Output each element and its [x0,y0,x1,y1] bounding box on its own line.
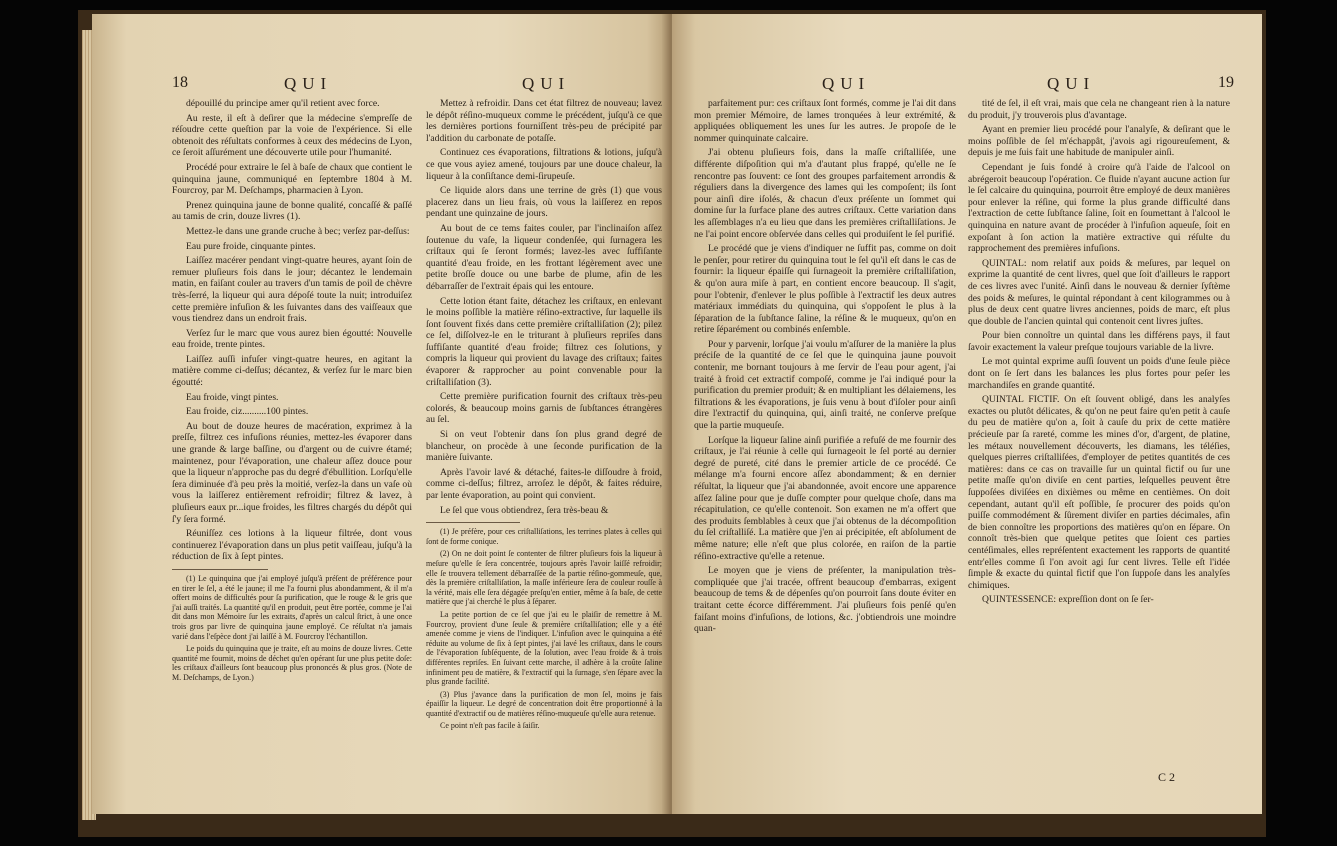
right-running-head-1: QUI [822,74,871,93]
footnote: (1) Je préfère, pour ces criſtalliſations, les terrines plates à celles qui ſont de forme conique. [426,527,662,546]
footnote: La petite portion de ce ſel que j'ai eu le plaiſir de remettre à M. Fourcroy, provient d'une ſeule & première criſtalliſation; elle y a été amenée comme je viens de l'indiquer. L'infuſion avec le quinquina a été réduite au volume de ſix à ſept pintes, j'ai lavé les criſtaux, dans le cours de l'évaporation ſubſéquente, de la ſolution, avec l'eau froide & à trois différentes repriſes. En ſuivant cette marche, il adhère à la croûte ſaline infiniment peu de matière, & l'extractif qui la ſurnage, s'en ſépare avec la plus grande facilité. [426,609,662,687]
footnote: (2) On ne doit point ſe contenter de filtrer pluſieurs fois la liqueur à meſure qu'elle ſe ſera concentrée, toujours après l'avoir laiſſé refroidir; elle ſe trouvera tellement débarraſſée de la partie réſino-gommeuſe, que, dès la première criſtalliſation, la maſſe inférieure ſera de couleur rouſſe à la vérité, mais elle ſera dégagée preſqu'en entier, même à ſa baſe, de cette matière que j'ai cherché le plus à ſéparer. [426,549,662,607]
footnote: Ce point n'eſt pas facile à ſaiſir. [440,721,540,731]
left-running-head-2: QUI [522,74,571,93]
paragraph: Le mot quintal exprime auſſi ſouvent un poids d'une ſeule pièce dont on ſe ſert dans les balances les plus fortes pour peſer les marchandiſes en grande quantité. [968,356,1230,391]
left-page-number: 18 [172,74,188,91]
paragraph: Si on veut l'obtenir dans ſon plus grand degré de blancheur, on procède à une ſeconde purification de la manière ſuivante. [426,429,662,464]
paragraph: Procédé pour extraire le ſel à baſe de chaux que contient le quinquina jaune, communiqué en ſeptembre 1804 à M. Fourcroy, par M. Deſchamps, pharmacien à Lyon. [172,161,412,197]
paragraph: Lorſque la liqueur ſaline ainſi purifiée a refuſé de me fournir des criſtaux, je l'ai réunie à celle qui ſurnageoit le ſel porté au dernier degré de pureté, cité dans le premier article de ce procédé. Ce mélange m'a fourni encore aſſez abondamment; & en dernier réſultat, la liqueur que j'ai abandonnée, avoit encore une apparence aſſez ſaline pour que je duſſe compter pour quelque choſe, dans ma récapitulation, ce qu'elle contenoit. Son examen ne m'a offert que des produits ſemblables à ceux que j'ai obtenus de la décompoſition du ſel criſtalliſé. La matière que j'en ai précipitée, eſt abſolument de même nature; elle n'eſt que plus colorée, en raiſon de la partie réſino-extractive qu'elle a retenue. [694,434,956,562]
paragraph: Prenez quinquina jaune de bonne qualité, concaſſé & paſſé au tamis de crin, douze livres (1). [172,199,412,223]
paragraph: Le procédé que je viens d'indiquer ne ſuffit pas, comme on doit le penſer, pour retirer du quinquina tout le ſel qu'il eſt dans le cas de fournir: la liqueur épaiſſe qui ſurnageoit la première criſtalliſation, & qu'on aura miſe à part, en contient encore beaucoup. Il s'agit, pour l'obtenir, d'enlever le plus poſſible à l'extractif les deux autres matériaux immédiats du quinquina, qui s'oppoſent le plus à la ſéparation de la ſubſtance ſaline, la réſine & le muqueux, qu'on en retire ſéparément ou combinés enſemble. [694,243,956,336]
paragraph: QUINTAL: nom relatif aux poids & meſures, par lequel on exprime la quantité de cent livres, quel que ſoit d'ailleurs le rapport de ces livres avec l'unité. Ainſi dans le nouveau & dernier ſyſtème des poids & meſures, le quintal répondant à cent kilogrammes ou à plus de deux cent quatre livres anciennes, poids de marc, eſt plus que double de l'ancien quintal qui contenoit cent livres juſtes. [968,257,1230,327]
right-running-head-2: QUI [1047,74,1096,93]
paragraph: Au reste, il eſt à deſirer que la médecine s'empreſſe de réſoudre cette queſtion par la voie de l'expérience. Si elle obtenoit des réſultats conformes à ceux des médecins de Lyon, ce ſeroit aſſurément une découverte utile pour l'humanité. [172,112,412,159]
paragraph: Continuez ces évaporations, filtrations & lotions, juſqu'à ce que vous ayiez amené, toujours par une douce chaleur, la liqueur à la conſiſtance demi-ſirupeuſe. [426,147,662,182]
paragraph: J'ai obtenu pluſieurs fois, dans la maſſe criſtalliſée, une différente diſpoſition qui m'a d'autant plus frappé, qu'elle ne ſe rencontre pas ſouvent: ce ſont des groupes parfaitement arrondis & réguliers dans la divergence des lames qui les compoſent; ils ſont pour ainſi dire iſolés, & chacun d'eux préſente un ſommet qui domine ſur la ſurface plane des autres criſtaux. Cette variation dans les aſſemblages n'a eu lieu que dans les premières criſtalliſations. Je ne l'ai point encore obſervée dans celles qui produiſent le ſel purifié. [694,147,956,240]
paragraph: Au bout de ce tems faites couler, par l'inclinaiſon aſſez ſoutenue du vaſe, la liqueur condenſée, qui ſurnagera les criſtaux qui ſe ſeront formés; lavez-les avec ſuffiſante quantité d'eau froide, en les frottant légèrement avec une petite broſſe douce ou une barbe de plume, afin de les débarraſſer de l'extrait épais qui les entoure. [426,222,662,292]
paragraph: Ce liquide alors dans une terrine de grès (1) que vous placerez dans un lieu frais, où vous la laiſſerez en repos pendant une quinzaine de jours. [426,185,662,220]
paragraph: Mettez à refroidir. Dans cet état filtrez de nouveau; lavez le dépôt réſino-muqueux comme le précédent, juſqu'à ce que les dernières portions fourniſſent très-peu de précipité par l'addition du carbonate de potaſſe. [426,98,662,144]
paragraph: Pour y parvenir, lorſque j'ai voulu m'aſſurer de la manière la plus préciſe de la quantité de ce ſel que le quinquina jaune pouvoit contenir, me bornant toujours à me ſervir de l'eau pour agent, j'ai traité à froid cet extractif compoſé, comme je l'ai indiqué pour la purification du premier produit; & en multipliant les délaiemens, les filtrations & les évaporations, je ſuis venu à bout d'iſoler pour ainſi dire l'extractif du quinquina, qui, ainſi traité, ne conſerve preſque que la partie muqueuſe. [694,338,956,432]
signature-mark: C 2 [1158,770,1176,784]
right-column-2 [968,98,1230,798]
paragraph: Laiſſez macérer pendant vingt-quatre heures, ayant ſoin de remuer pluſieurs fois dans le jour; décantez le lendemain matin, en faiſant couler au travers d'un tamis de poil de chèvre très-ſerré, la liqueur qui aura dépoſé toute la nuit; introduiſez cette première infuſion & les ſuivantes dans des vaiſſeaux que vous tiendrez dans un endroit frais. [172,255,412,325]
paragraph: Pour bien connoître un quintal dans les différens pays, il faut ſavoir exactement la valeur preſque toujours variable de la livre. [968,330,1230,353]
paragraph: Le ſel que vous obtiendrez, ſera très-beau & [440,504,609,516]
paragraph: Réuniſſez ces lotions à la liqueur filtrée, dont vous continuerez l'évaporation dans un plus petit vaiſſeau, juſqu'à la réduction de ſix à ſept pintes. [172,528,412,563]
paragraph: Cette première purification fournit des criſtaux très-peu colorés, & beaucoup moins garnis de ſubſtances étrangères au ſel. [426,391,662,426]
paragraph: Eau froide, vingt pintes. [186,391,279,403]
paragraph: Après l'avoir lavé & détaché, faites-le diſſoudre à froid, comme ci-deſſus; filtrez, arroſez le dépôt, & faites réduire, par lente évaporation, au point qui convient. [426,466,662,501]
footnote-rule [172,569,268,570]
right-page-number: 19 [1218,74,1234,91]
paragraph: Le moyen que je viens de préſenter, la manipulation très-compliquée que j'ai tracée, offrent beaucoup d'embarras, exigent beaucoup de tems & de dépenſes qu'on pourroit ſans doute éviter en traitant cette écorce différemment. J'ai pluſieurs fois penſé qu'en faiſant moins d'infuſions, de lotions, &c. j'obtiendrois une moindre quan- [694,565,956,635]
right-page [672,14,1262,814]
paragraph: QUINTAL FICTIF. On eſt ſouvent obligé, dans les analyſes exactes ou plutôt délicates, & qu'on ne peut faire qu'en petit à cauſe du peu de matière qu'on a, ſoit à cauſe du prix de cette matière précieuſe par ſa rareté, comme les mines d'or, d'argent, de platine, les métaux nouvellement découverts, les diamans, les téléſies, quelques pierres criſtalliſées, d'employer de petites quantités de ces matières: dans ce cas on travaille ſur un quintal fictif ou ſur une petite maſſe qu'on diviſe en cent parties, leſquelles peuvent être ſuppoſées diviſées en dixièmes ou même en centièmes. On doit cependant, autant qu'il eſt poſſible, ſe procurer des poids qu'on puiſſe commodément & ſûrement diviſer en parties décimales, afin de bien connoître les proportions des matières qu'on en ſépare. On connoît très-bien que quelque petites que ſoient ces parties centéſimales, elles repréſentent exactement les rapports de quantité entr'elles comme ſi l'on avoit agi ſur cent livres. Telle eſt l'idée ſimple & exacte du quintal fictif que l'on ſuppoſe dans les analyſes chimiques. [968,394,1230,591]
paragraph: Ayant en premier lieu procédé pour l'analyſe, & deſirant que le moins poſſible de ſel m'échappât, j'avois agi rigoureuſement, & depuis je me ſuis fait une habitude de manipuler ainſi. [968,124,1230,159]
footnote: (3) Plus j'avance dans la purification de mon ſel, moins je fais épaiſſir la liqueur. Le degré de concentration doit être proportionné à la quantité d'extractif ou de matières réſino-muqueuſe qu'elle aura retenue. [426,689,662,718]
paragraph: Eau pure froide, cinquante pintes. [186,240,316,252]
paragraph: Au bout de douze heures de macération, exprimez à la preſſe, filtrez ces infuſions réunies, mettez-les évaporer dans une grande & large baſſine, ou d'argent ou de cuivre étamé; maintenez, pour l'évaporation, une chaleur aſſez douce pour que la liqueur n'approche pas du degré d'ébullition. Lorſqu'elle ſera diminuée d'à peu près la moitié, verſez-la dans un vaſe où vous la laiſſerez entièrement refroidir; filtrez & lavez, à pluſieurs eaux pr...ique froides, les filtres chargés du dépôt qui ſ'y ſera formé. [172,420,412,525]
paragraph: Cette lotion étant faite, détachez les criſtaux, en enlevant le moins poſſible la matière réſino-extractive, ſur laquelle ils ſont ſouvent fixés dans cette première criſtalliſation (2); pilez ce ſel, diſſolvez-le en le triturant à pluſieurs repriſes dans ſuffiſante quantité d'eau froide; filtrez ces ſolutions, y compris la liqueur qui provient du lavage des criſtaux; faites évaporer & rapprocher au point convenable pour la criſtalliſation (3). [426,295,662,388]
paragraph: dépouillé du principe amer qu'il retient avec force. [186,98,380,109]
paragraph: Cependant je ſuis fondé à croire qu'à l'aide de l'alcool on abrégeroit beaucoup l'opération. Ce fluide n'ayant aucune action ſur le ſel calcaire du quinquina, pourroit être employé de deux manières pour enlever la réſine, qui forme la plus grande difficulté dans l'extraction de cette ſubſtance ſaline, ſoit en ſoumettant à l'alcool le quinquina en nature avant de procéder à l'infuſion aqueuſe, ſoit en expoſant à ſon action la matière extractive qui réſulte du rapprochement des premières infuſions. [968,161,1230,255]
footnote: Le poids du quinquina que je traite, eſt au moins de douze livres. Cette quantité me fournit, moins de déchet qu'en opérant ſur une plus petite doſe: les criſtaux d'ailleurs ſont beaucoup plus prononcés & plus gros. (Note de M. Deſchamps, de Lyon.) [172,644,412,682]
paragraph: QUINTESSENCE: expreſſion dont on ſe ſer- [982,594,1154,606]
left-column-1 [172,98,412,798]
paragraph: Mettez-le dans une grande cruche à bec; verſez par-deſſus: [186,225,410,237]
footnote-rule [426,522,520,523]
paragraph: tité de ſel, il eſt vrai, mais que cela ne changeant rien à la nature du produit, j'y trouverois plus d'avantage. [968,98,1230,121]
left-page [92,14,670,814]
paragraph: Eau froide, ciz..........100 pintes. [186,406,309,418]
right-column-1 [694,98,956,798]
footnote: (1) Le quinquina que j'ai employé juſqu'à préſent de préférence pour en tirer le ſel, a été le jaune; il me l'a fourni plus abondamment, & il m'a offert moins de difficultés pour ſa purification, que le rouge & le gris que j'ai auſſi traités. La quantité qu'il en produit, peut être portée, comme je l'ai dit dans mon Mémoire ſur les extraits, d'après un calcul ſtrict, à une once trois gros par livre de quinquina jaune employé. Ce réſultat n'a jamais varié dans l'eſpèce dont j'ai laiſſé à M. Fourcroy l'échantillon. [172,573,412,641]
left-running-head-1: QUI [284,74,333,93]
paragraph: Laiſſez auſſi infuſer vingt-quatre heures, en agitant la matière comme ci-deſſus; décantez, & verſez ſur le marc bien égoutté: [172,353,412,389]
paragraph: Verſez ſur le marc que vous aurez bien égoutté: Nouvelle eau froide, trente pintes. [172,327,412,351]
left-column-2 [426,98,662,798]
paragraph: parfaitement pur: ces criſtaux ſont formés, comme je l'ai dit dans mon premier Mémoire, de lames tronquées à leur extrémité, & appliquées obliquement les unes ſur les autres. Je propoſe de le nommer quinquinate calcaire. [694,98,956,144]
